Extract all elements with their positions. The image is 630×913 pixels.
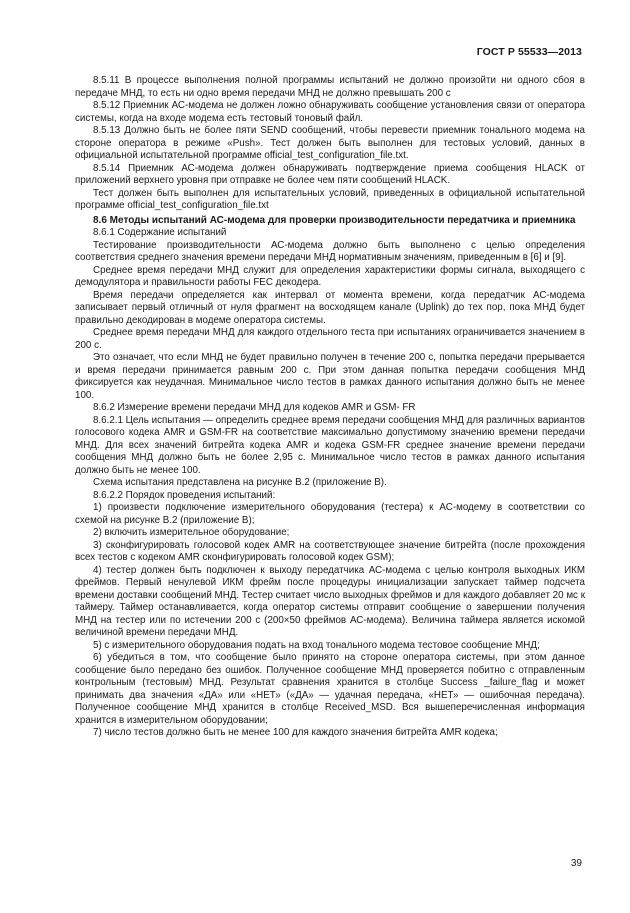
list-item-3: 3) сконфигурировать голосовой кодек AMR на соответствующее значение битрейта (после прохождения всех тестов с кодеком AMR сконфигурировать голосовой кодек GSM); [75,539,585,563]
page-number: 39 [570,858,582,869]
list-item-7: 7) число тестов должно быть не менее 100 для каждого значения битрейта AMR кодека; [93,727,498,738]
paragraph-test-scheme: Схема испытания представлена на рисунке В.2 (приложение В). [93,477,387,488]
list-item-4: 4) тестер должен быть подключен к выходу передатчика АС-модема с целью контроля выходных ИКМ фреймов. Первый ненулевой ИКМ фрейм после процедуры инициализации запускает таймер подсчета времени доставки сообщений МНД. Тестер считает число выходных фреймов и для каждого добавляет 20 мс к таймеру. Таймер останавливается, когда оператор системы отправит сообщение о завершении получения МНД на тестер или по истечении 200 с (200×50 фреймов АС-модема). Величина таймера является искомой величиной времени передачи МНД. [75,564,585,638]
page-content [75,75,585,740]
subsection-heading-8-6-1: 8.6.1 Содержание испытаний [93,227,227,238]
list-item-1: 1) произвести подключение измерительного оборудования (тестера) к АС-модему в соответствии со схемой на рисунке В.2 (приложение В); [75,502,585,526]
paragraph-test-conditions: Тест должен быть выполнен для испытательных условий, приведенных в официальной испытательной программе official_test_configuration_file.txt [75,187,585,211]
paragraph-testing-purpose: Тестирование производительности АС-модема должно быть выполнено с целью определения соответствия среднего значения времени передачи МНД нормативным значениям, приведенным в [6] и [9]. [75,239,585,263]
document-header: ГОСТ Р 55533—2013 [476,46,582,58]
paragraph-8-5-12: 8.5.12 Приемник АС-модема не должен ложно обнаруживать сообщение установления связи от оператора системы, когда на входе модема есть тестовый тоновый файл. [75,100,585,124]
paragraph-time-limit: Среднее время передачи МНД для каждого отдельного теста при испытаниях ограничивается значением в 200 с. [75,327,585,351]
paragraph-time-definition: Время передачи определяется как интервал от момента времени, когда передатчик АС-модема записывает первый отличный от нуля фрагмент на восходящем канале (Uplink) до тех пор, пока МНД будет правильно декодирован в модеме оператора системы. [75,289,585,326]
list-item-2: 2) включить измерительное оборудование; [93,527,290,538]
list-item-6: 6) убедиться в том, что сообщение было принято на стороне оператора системы, при этом данное сообщение было передано без ошибок. Полученное сообщение МНД проверяется побитно с отправленным контрольным (тестовым) МНД. Результат сравнения хранится в столбце Success _failure_flag и может принимать два значения «ДА» или «НЕТ» («ДА» — удачная передача, «НЕТ» — ошибочная передача). Полученное сообщение МНД хранится в столбце Received_MSD. Вся вышеперечисленная информация хранится в измерительном оборудовании; [75,652,585,726]
paragraph-8-5-13: 8.5.13 Должно быть не более пяти SEND сообщений, чтобы перевести приемник тонального модема на стороне оператора в режиме «Push». Тест должен быть выполнен для тестовых условий, данных в официальной испытательной программе official_test_configuration_file.txt. [75,125,585,161]
section-heading-8-6: 8.6 Методы испытаний АС-модема для проверки производительности передатчика и приемника [93,214,576,226]
paragraph-8-5-14: 8.5.14 Приемник АС-модема должен обнаруживать подтверждение приема сообщения HLACK от приложений верхнего уровня при отправке не более чем пяти сообщений HLACK. [75,162,585,186]
list-item-5: 5) с измерительного оборудования подать на вход тонального модема тестовое сообщение МНД; [93,639,540,651]
paragraph-average-time: Среднее время передачи МНД служит для определения характеристики формы сигнала, выходящего с демодулятора и правильности работы FEC декодера. [75,264,585,288]
subsection-heading-8-6-2: 8.6.2 Измерение времени передачи МНД для кодеков AMR и GSM- FR [93,402,416,413]
paragraph-failed-attempt: Это означает, что если МНД не будет правильно получен в течение 200 с, попытка передачи прерывается и время передачи принимается равным 200 с. При этом данная попытка передачи сообщения МНД фиксируется как неудачная. Минимальное число тестов в рамках данного испытания должно быть не менее 100. [75,352,585,401]
paragraph-8-5-11: 8.5.11 В процессе выполнения полной программы испытаний не должно произойти ни одного сбоя в передаче МНД, то есть ни одно время передачи МНД не должно превышать 200 с [75,75,585,99]
paragraph-8-6-2-1: 8.6.2.1 Цель испытания — определить среднее время передачи сообщения МНД для различных вариантов голосового кодека AMR и GSM-FR на соответствие максимально допустимому значению времени передачи МНД. Для всех значений битрейта кодека AMR и кодека GSM-FR среднее значение времени передачи сообщения МНД должно быть не более 2,95 с. Минимальное число тестов в рамках данного испытания должно быть не менее 100. [75,414,585,476]
paragraph-8-6-2-2: 8.6.2.2 Порядок проведения испытаний: [93,489,276,501]
